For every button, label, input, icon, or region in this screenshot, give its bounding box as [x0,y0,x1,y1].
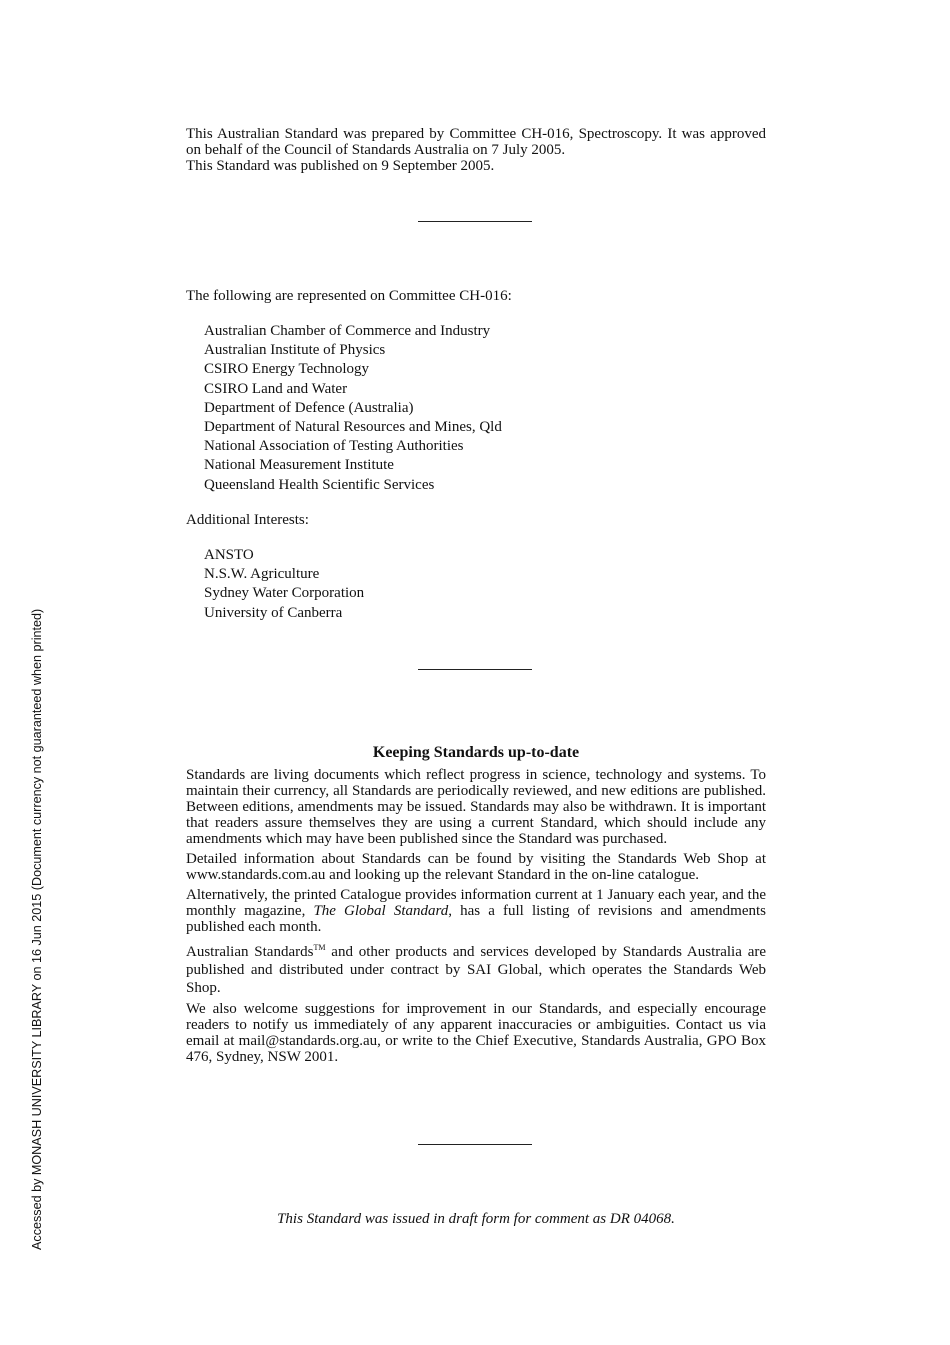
committee-member: CSIRO Energy Technology [204,361,370,378]
section-title: Keeping Standards up-to-date [372,744,580,761]
additional-interest: ANSTO [204,547,254,563]
committee-member: Queensland Health Scientific Services [204,476,435,493]
paragraph-catalogue: Alternatively, the printed Catalogue provides information current at 1 January each year, and the monthly magazine, The Global Standard, has a full listing of revisions and amendments published each month. [186,887,767,935]
committee-member: Department of Natural Resources and Mines, Qld [204,418,502,435]
paragraph-living-documents: Standards are living documents which reflect progress in science, technology and systems. To maintain their currency, all Standards are periodically reviewed, and new editions are published. Between editions, amendments may be issued. Standards may also be withdrawn. It is important that readers assure themselves they are using a current Standard, which should include any amendments which may have been published since the Standard was purchased. [186,767,766,847]
trademark-symbol: TM [313,943,326,952]
publication-title: The Global Standard [313,903,449,919]
publication-date-text: This Standard was published on 9 September 2005. [186,158,495,174]
access-watermark: Accessed by MONASH UNIVERSITY LIBRARY on 16 Jun 2015 (Document currency not guaranteed when printed) [30,608,44,1250]
committee-member-list [204,322,502,495]
committee-member: National Measurement Institute [204,457,394,474]
divider-2 [418,669,532,670]
committee-member: CSIRO Land and Water [204,380,348,397]
committee-member: Department of Defence (Australia) [204,399,414,416]
additional-interest: N.S.W. Agriculture [204,566,320,583]
draft-note: This Standard was issued in draft form for comment as DR 04068. [277,1211,675,1227]
paragraph-feedback: We also welcome suggestions for improvement in our Standards, and especially encourage readers to notify us immediately of any apparent inaccuracies or ambiguities. Contact us via email at mail@standards.org.au, or write to the Chief Executive, Standards Australia, GPO Box 476, Sydney, NSW 2001. [186,1001,766,1065]
divider-3 [418,1144,532,1145]
committee-member: National Association of Testing Authorities [204,438,464,455]
keeping-standards-body [186,767,766,1069]
committee-member: Australian Chamber of Commerce and Industry [204,323,491,339]
approval-text: This Australian Standard was prepared by Committee CH-016, Spectroscopy. It was approved on behalf of the Council of Standards Australia on 7 July 2005. [186,126,766,158]
prepared-by-statement [186,126,766,174]
additional-interest: Sydney Water Corporation [204,585,365,602]
committee-heading: The following are represented on Committee CH-016: [186,288,512,304]
divider-1 [418,221,532,222]
committee-member: Australian Institute of Physics [204,342,386,359]
paragraph-web-shop: Detailed information about Standards can be found by visiting the Standards Web Shop at www.standards.com.au and looking up the relevant Standard in the on-line catalogue. [186,851,766,883]
additional-interests-list [204,546,364,623]
additional-interest: University of Canberra [204,604,343,621]
paragraph-trademark: Australian Standards™ and other products and services developed by Standards Australia are published and distributed under contract by SAI Global, which operates the Standards Web Shop. [186,943,767,996]
additional-interests-heading: Additional Interests: [186,512,309,528]
